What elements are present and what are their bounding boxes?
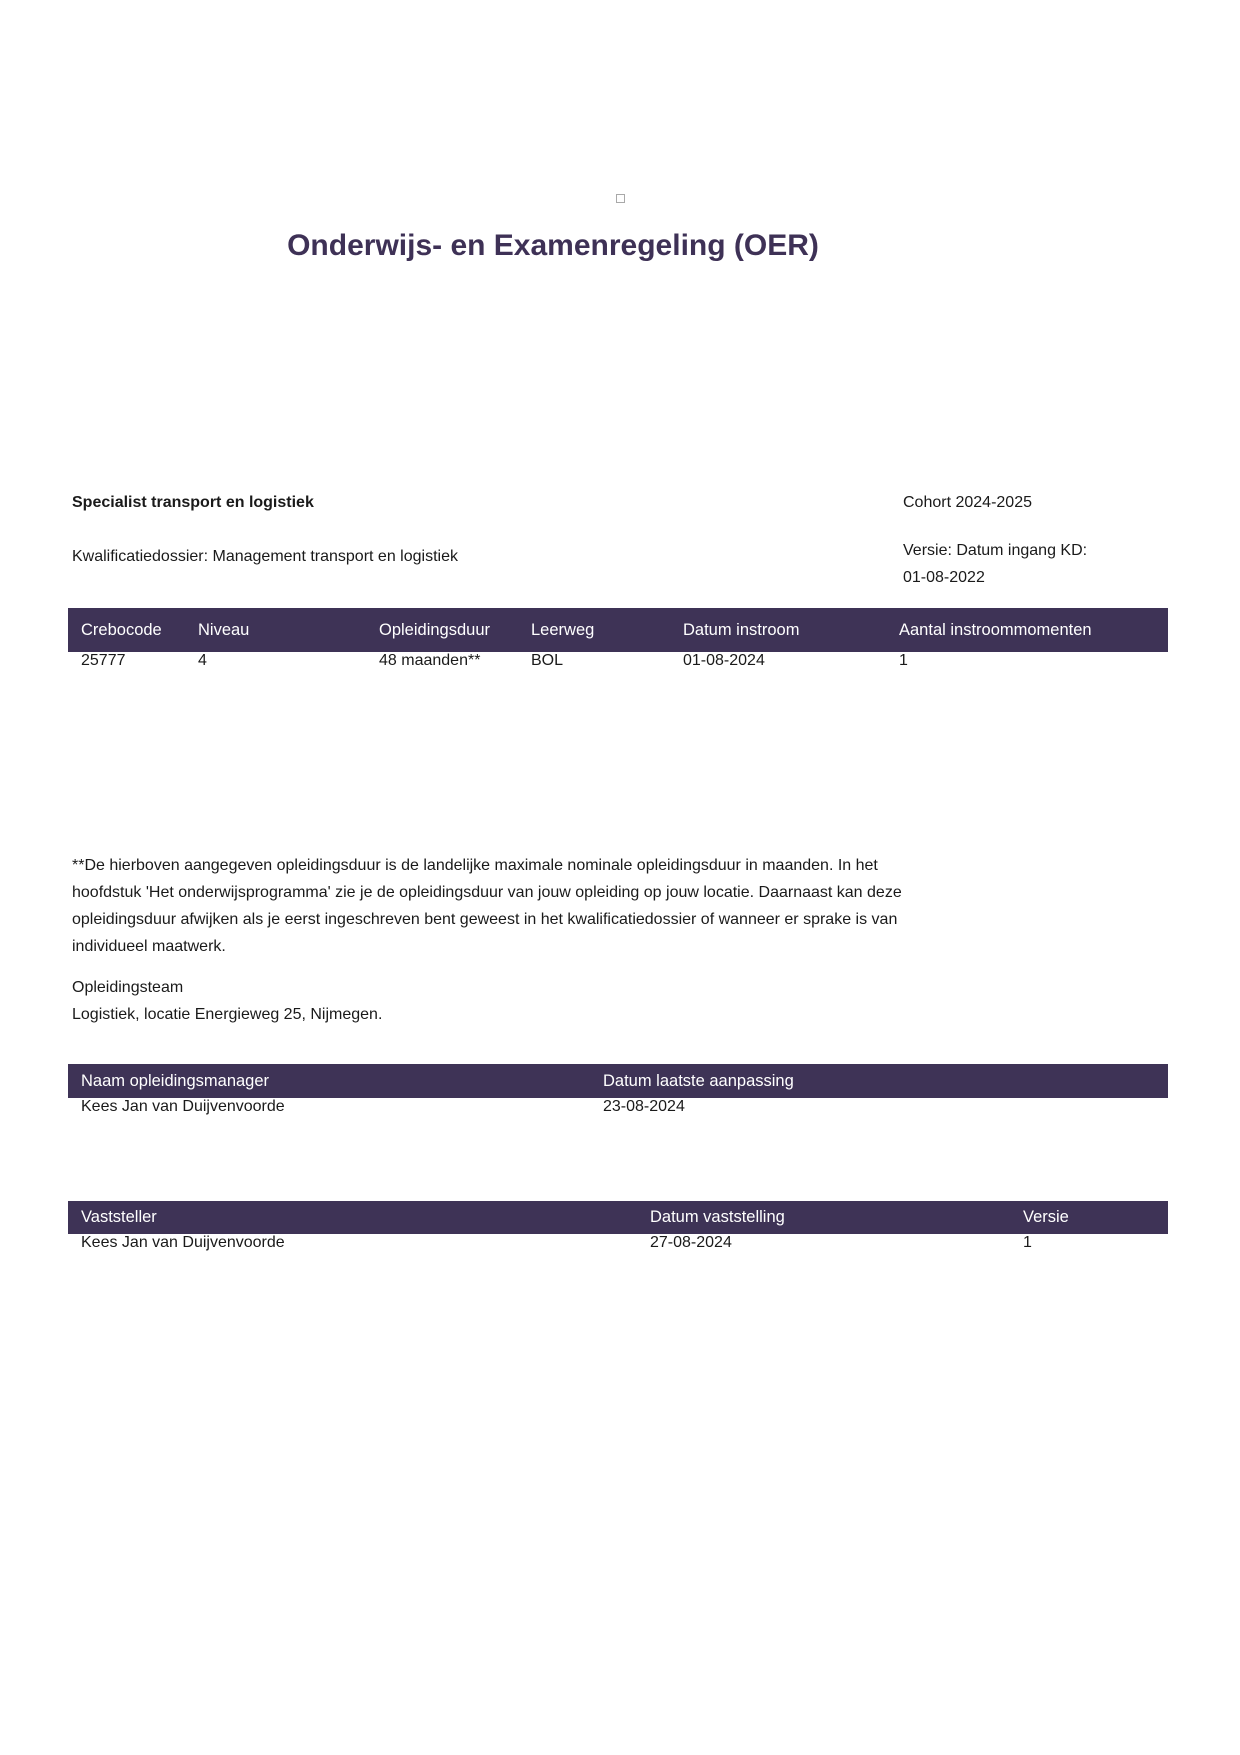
cell-versie: 1 xyxy=(1023,1234,1032,1251)
cell-opleidingsmanager-naam: Kees Jan van Duijvenvoorde xyxy=(81,1098,285,1115)
column-header-naam-opleidingsmanager: Naam opleidingsmanager xyxy=(68,1064,603,1098)
cell-aantal-instroommomenten: 1 xyxy=(899,652,908,669)
duration-note xyxy=(72,852,1032,960)
manager-table-header-row xyxy=(68,1064,1168,1098)
cell-crebocode: 25777 xyxy=(81,652,126,669)
program-name: Specialist transport en logistiek xyxy=(72,494,314,511)
manager-table-row xyxy=(68,1098,1168,1116)
team-info xyxy=(72,974,382,1028)
column-header-datum-laatste-aanpassing: Datum laatste aanpassing xyxy=(603,1064,1168,1098)
logo-image-placeholder xyxy=(616,194,625,203)
column-header-datum-instroom: Datum instroom xyxy=(683,608,899,652)
cell-datum-laatste-aanpassing: 23-08-2024 xyxy=(603,1098,685,1115)
duration-note-line-4: individueel maatwerk. xyxy=(72,938,226,955)
duration-note-line-2: hoofdstuk 'Het onderwijsprogramma' zie je de opleidingsduur van jouw opleiding op jouw locatie. Daarnaast kan deze xyxy=(72,884,902,901)
manager-table xyxy=(68,1064,1168,1116)
program-table xyxy=(68,608,1168,670)
cohort-label: Cohort 2024-2025 xyxy=(903,494,1032,511)
program-table-header-row xyxy=(68,608,1168,652)
column-header-vaststeller: Vaststeller xyxy=(68,1201,650,1234)
column-header-crebocode: Crebocode xyxy=(68,608,198,652)
cell-vaststeller-naam: Kees Jan van Duijvenvoorde xyxy=(81,1234,285,1251)
approval-table-header-row xyxy=(68,1201,1168,1234)
cell-niveau: 4 xyxy=(198,652,207,669)
page-title: Onderwijs- en Examenregeling (OER) xyxy=(287,229,819,262)
version-line-2: 01-08-2022 xyxy=(903,569,985,586)
column-header-niveau: Niveau xyxy=(198,608,379,652)
cell-datum-vaststelling: 27-08-2024 xyxy=(650,1234,732,1251)
column-header-datum-vaststelling: Datum vaststelling xyxy=(650,1201,1023,1234)
qualification-dossier: Kwalificatiedossier: Management transport en logistiek xyxy=(72,548,458,565)
cell-datum-instroom: 01-08-2024 xyxy=(683,652,765,669)
cell-opleidingsduur: 48 maanden** xyxy=(379,652,481,669)
program-table-row xyxy=(68,652,1168,670)
column-header-aantal-instroommomenten: Aantal instroommomenten xyxy=(899,608,1168,652)
cell-leerweg: BOL xyxy=(531,652,564,669)
column-header-opleidingsduur: Opleidingsduur xyxy=(379,608,531,652)
team-title: Opleidingsteam xyxy=(72,979,184,996)
duration-note-line-3: opleidingsduur afwijken als je eerst ingeschreven bent geweest in het kwalificatiedossier of wanneer er sprake is van xyxy=(72,911,898,928)
version-info xyxy=(903,537,1168,591)
approval-table-row xyxy=(68,1234,1168,1252)
column-header-versie: Versie xyxy=(1023,1201,1168,1234)
duration-note-line-1: **De hierboven aangegeven opleidingsduur is de landelijke maximale nominale opleidingsduur in maanden. In het xyxy=(72,857,878,874)
approval-table xyxy=(68,1201,1168,1252)
team-location: Logistiek, locatie Energieweg 25, Nijmegen. xyxy=(72,1006,383,1023)
version-line-1: Versie: Datum ingang KD: xyxy=(903,542,1088,559)
column-header-leerweg: Leerweg xyxy=(531,608,683,652)
